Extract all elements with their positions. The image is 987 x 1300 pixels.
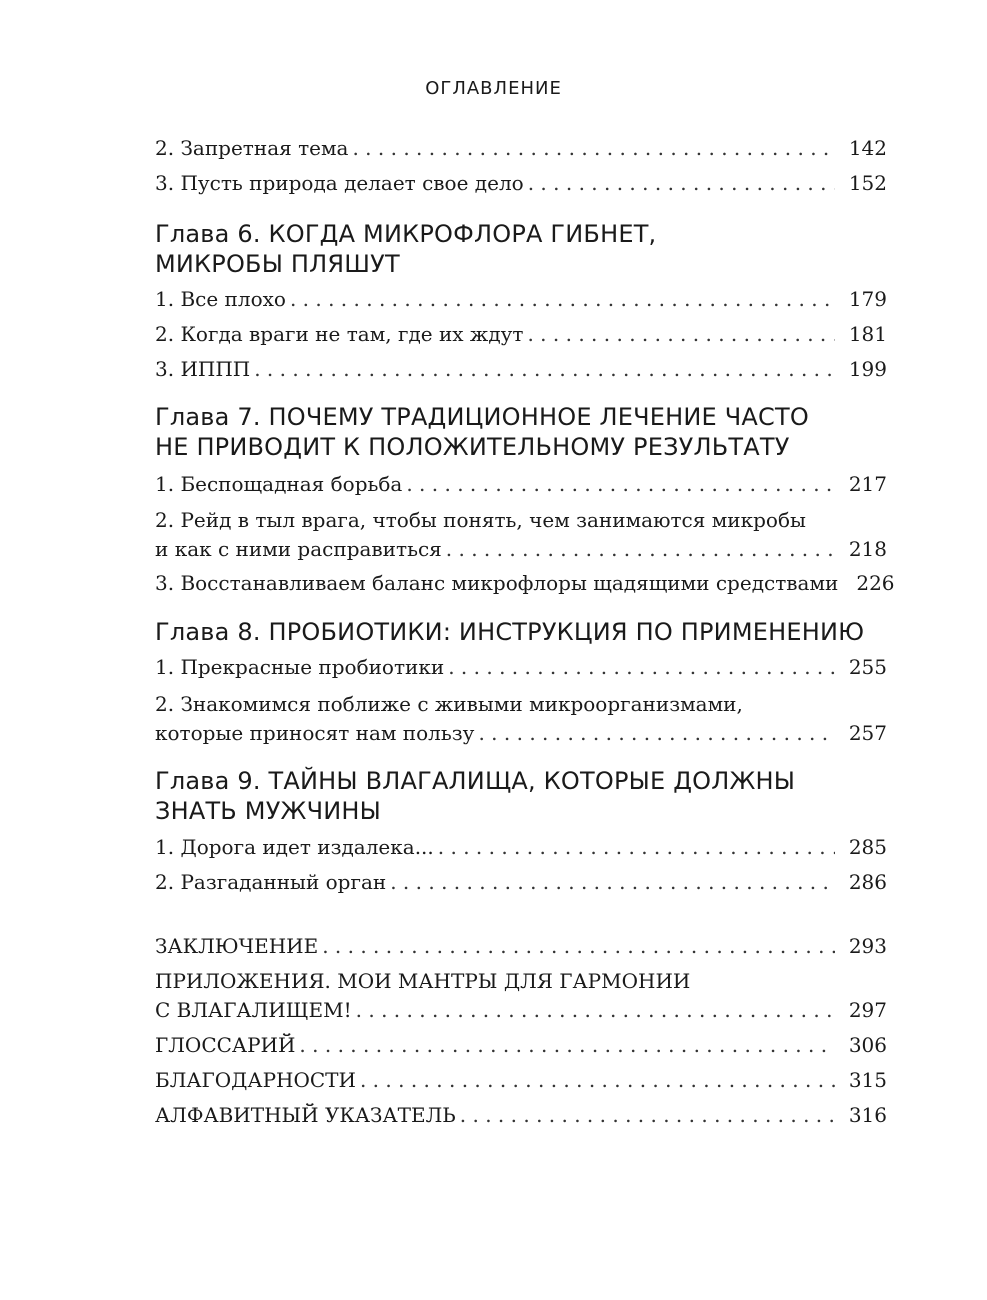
toc-entry[interactable] (155, 967, 887, 1025)
leader-dots (438, 833, 835, 862)
page-number: 199 (848, 357, 887, 381)
toc-entry[interactable] (155, 868, 887, 897)
page-number: 217 (848, 472, 887, 496)
toc-entry[interactable] (155, 506, 887, 564)
leader-dots (390, 868, 835, 897)
entry-title: ЗАКЛЮЧЕНИЕ (155, 934, 319, 958)
toc-entry[interactable] (155, 320, 887, 349)
toc-entry[interactable] (155, 1101, 887, 1130)
page-number: 315 (848, 1068, 887, 1092)
page-number: 255 (848, 655, 887, 679)
entry-title: 1. Дорога идет издалека... (155, 835, 434, 859)
entry-title-line: 2. Знакомимся поближе с живыми микроорганизмами, (155, 692, 743, 716)
toc-entry[interactable] (155, 470, 887, 499)
page-number: 316 (848, 1103, 887, 1127)
toc-entry[interactable] (155, 169, 887, 198)
chapter-heading[interactable] (155, 617, 887, 647)
toc-entry[interactable] (155, 833, 887, 862)
toc-entry[interactable] (155, 932, 887, 961)
leader-dots (254, 355, 835, 384)
leader-dots (446, 535, 835, 564)
page-number: 181 (848, 322, 887, 346)
page-number: 152 (848, 171, 887, 195)
chapter-heading-line: НЕ ПРИВОДИТ К ПОЛОЖИТЕЛЬНОМУ РЕЗУЛЬТАТУ (155, 433, 790, 461)
entry-title: 3. Восстанавливаем баланс микрофлоры щадящими средствами (155, 571, 839, 595)
chapter-heading-line: Глава 7. ПОЧЕМУ ТРАДИЦИОННОЕ ЛЕЧЕНИЕ ЧАСТО (155, 403, 809, 431)
chapter-heading-line: Глава 6. КОГДА МИКРОФЛОРА ГИБНЕТ, (155, 220, 657, 248)
leader-dots (356, 996, 835, 1025)
leader-dots (299, 1031, 834, 1060)
entry-title-line: ПРИЛОЖЕНИЯ. МОИ МАНТРЫ ДЛЯ ГАРМОНИИ (155, 969, 691, 993)
entry-title: которые приносят нам пользу (155, 721, 475, 745)
toc-entry[interactable] (155, 653, 887, 682)
toc-entry[interactable] (155, 134, 887, 163)
leader-dots (322, 932, 835, 961)
page-number: 257 (848, 721, 887, 745)
entry-title: 2. Запретная тема (155, 136, 349, 160)
page-title: ОГЛАВЛЕНИЕ (425, 78, 562, 99)
entry-title: 2. Разгаданный орган (155, 870, 387, 894)
toc-entry[interactable] (155, 1066, 887, 1095)
toc-entry[interactable] (155, 1031, 887, 1060)
chapter-heading-line: Глава 8. ПРОБИОТИКИ: ИНСТРУКЦИЯ ПО ПРИМЕНЕНИЮ (155, 618, 865, 646)
chapter-heading[interactable] (155, 766, 887, 826)
leader-dots (527, 320, 834, 349)
entry-title: С ВЛАГАЛИЩЕМ! (155, 998, 352, 1022)
entry-title-line: 2. Рейд в тыл врага, чтобы понять, чем занимаются микробы (155, 508, 806, 532)
leader-dots (460, 1101, 835, 1130)
leader-dots (352, 134, 834, 163)
entry-title: 3. Пусть природа делает свое дело (155, 171, 524, 195)
chapter-heading-line: МИКРОБЫ ПЛЯШУТ (155, 250, 400, 278)
toc-entry[interactable] (155, 569, 895, 598)
leader-dots (528, 169, 835, 198)
toc-entry[interactable] (155, 285, 887, 314)
leader-dots (406, 470, 834, 499)
page-number: 218 (848, 537, 887, 561)
page-number: 226 (856, 571, 895, 595)
toc-entry[interactable] (155, 355, 887, 384)
entry-title: 2. Когда враги не там, где их ждут (155, 322, 524, 346)
page-number: 293 (848, 934, 887, 958)
leader-dots (290, 285, 835, 314)
leader-dots (478, 719, 834, 748)
entry-title: 1. Все плохо (155, 287, 286, 311)
page-number: 306 (848, 1033, 887, 1057)
entry-title: ГЛОССАРИЙ (155, 1033, 296, 1057)
page-number: 297 (848, 998, 887, 1022)
entry-title: 3. ИППП (155, 357, 251, 381)
page-number: 142 (848, 136, 887, 160)
entry-title: 1. Беспощадная борьба (155, 472, 403, 496)
leader-dots (360, 1066, 835, 1095)
page-number: 285 (848, 835, 887, 859)
leader-dots (448, 653, 835, 682)
chapter-heading-line: ЗНАТЬ МУЖЧИНЫ (155, 797, 382, 825)
chapter-heading[interactable] (155, 219, 887, 279)
chapter-heading-line: Глава 9. ТАЙНЫ ВЛАГАЛИЩА, КОТОРЫЕ ДОЛЖНЫ (155, 767, 796, 795)
entry-title: 1. Прекрасные пробиотики (155, 655, 445, 679)
toc-entry[interactable] (155, 690, 887, 748)
chapter-heading[interactable] (155, 402, 887, 462)
page-number: 286 (848, 870, 887, 894)
page-number: 179 (848, 287, 887, 311)
entry-title: и как с ними расправиться (155, 537, 442, 561)
entry-title: АЛФАВИТНЫЙ УКАЗАТЕЛЬ (155, 1103, 456, 1127)
entry-title: БЛАГОДАРНОСТИ (155, 1068, 356, 1092)
